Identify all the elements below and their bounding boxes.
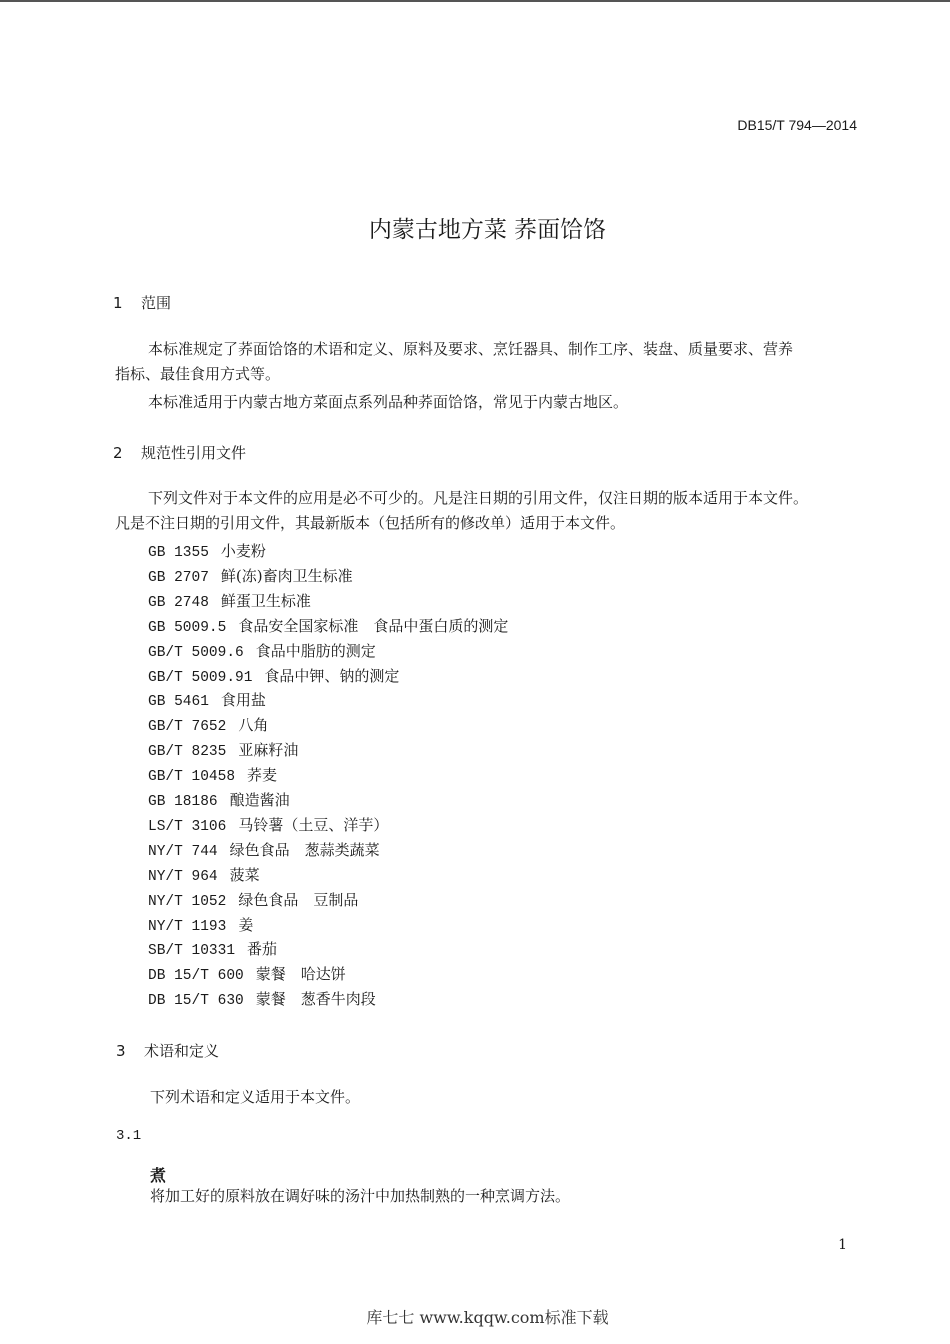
reference-name: 鲜(冻)畜肉卫生标准 [220, 566, 353, 585]
references-intro-cont: 凡是不注日期的引用文件，其最新版本（包括所有的修改单）适用于本文件。 [115, 514, 626, 532]
reference-code: GB 1355 [148, 545, 209, 561]
page-number: 1 [838, 1237, 847, 1253]
references-intro: 下列文件对于本文件的应用是必不可少的。凡是注日期的引用文件，仅注日期的版本适用于本文件。 [148, 489, 809, 507]
reference-code: GB/T 7652 [148, 719, 227, 736]
reference-name: 番茄 [247, 940, 278, 959]
term-number: 3.1 [116, 1128, 142, 1144]
reference-code: NY/T 964 [148, 868, 218, 885]
reference-name: 八角 [238, 716, 269, 735]
reference-item [148, 864, 260, 885]
reference-name: 小麦粉 [220, 542, 266, 560]
reference-name: 食品中脂肪的测定 [255, 641, 376, 660]
reference-code: GB 5461 [148, 694, 209, 711]
reference-name: 食用盐 [220, 691, 266, 710]
reference-name: 菠菜 [229, 865, 260, 884]
scan-edge [0, 0, 950, 2]
reference-code: DB 15/T 630 [148, 993, 244, 1010]
reference-item [148, 764, 277, 785]
reference-item [148, 814, 388, 835]
reference-name: 食品安全国家标准 食品中蛋白质的测定 [238, 616, 509, 635]
reference-code: LS/T 3106 [148, 818, 227, 835]
reference-name: 蒙餐 葱香牛肉段 [255, 990, 376, 1009]
reference-item [148, 689, 266, 710]
reference-item [148, 839, 380, 860]
watermark: 库七七 www.kqqw.com标准下载 [366, 1308, 609, 1327]
reference-item [148, 739, 298, 760]
reference-item [148, 640, 376, 661]
reference-name: 亚麻籽油 [238, 741, 299, 760]
reference-code: DB 15/T 600 [148, 968, 244, 985]
document-title: 内蒙古地方菜 荞面饸饹 [368, 217, 607, 243]
reference-code: NY/T 744 [148, 843, 218, 860]
reference-item [148, 789, 290, 810]
reference-code: GB 18186 [148, 794, 218, 810]
reference-item [148, 665, 399, 686]
reference-name: 荞麦 [247, 766, 278, 785]
reference-item [148, 565, 353, 586]
reference-code: NY/T 1052 [148, 893, 227, 910]
terms-intro: 下列术语和定义适用于本文件。 [150, 1088, 361, 1106]
reference-code: GB/T 8235 [148, 744, 227, 761]
reference-item [148, 988, 376, 1009]
reference-item [148, 938, 277, 959]
section-2-heading: 2 规范性引用文件 [113, 444, 247, 462]
reference-name: 鲜蛋卫生标准 [220, 591, 311, 610]
reference-item [148, 963, 346, 984]
reference-code: NY/T 1193 [148, 918, 227, 935]
reference-name: 绿色食品 豆制品 [238, 890, 359, 909]
reference-name: 酿造酱油 [229, 791, 290, 809]
term-definition: 将加工好的原料放在调好味的汤汁中加热制熟的一种烹调方法。 [150, 1187, 571, 1205]
scope-paragraph-2: 本标准适用于内蒙古地方菜面点系列品种荞面饸饹，常见于内蒙古地区。 [148, 393, 629, 411]
reference-name: 绿色食品 葱蒜类蔬菜 [229, 840, 380, 859]
reference-code: GB/T 5009.91 [148, 669, 253, 686]
reference-code: SB/T 10331 [148, 943, 236, 960]
reference-item [148, 714, 268, 735]
scope-paragraph-1-cont: 指标、最佳食用方式等。 [115, 365, 281, 383]
reference-name: 马铃薯（土豆、洋芋） [238, 815, 389, 834]
section-3-heading: 3 术语和定义 [116, 1042, 220, 1060]
reference-item [148, 590, 311, 611]
reference-code: GB 5009.5 [148, 619, 227, 636]
term-name: 煮 [150, 1166, 167, 1185]
reference-code: GB/T 5009.6 [148, 644, 244, 661]
reference-item [148, 914, 253, 935]
reference-code: GB 2707 [148, 569, 209, 586]
reference-code: GB 2748 [148, 594, 209, 611]
scope-paragraph-1: 本标准规定了荞面饸饹的术语和定义、原料及要求、烹饪器具、制作工序、装盘、质量要求、营养 [148, 340, 794, 358]
reference-name: 食品中钾、钠的测定 [264, 666, 400, 685]
reference-item [148, 615, 508, 636]
reference-item [148, 540, 266, 561]
reference-item [148, 889, 358, 910]
reference-name: 姜 [238, 915, 254, 934]
reference-code: GB/T 10458 [148, 769, 236, 786]
section-1-heading: 1 范围 [113, 294, 172, 312]
standard-number: DB15/T 794—2014 [737, 117, 857, 133]
reference-name: 蒙餐 哈达饼 [255, 965, 346, 984]
